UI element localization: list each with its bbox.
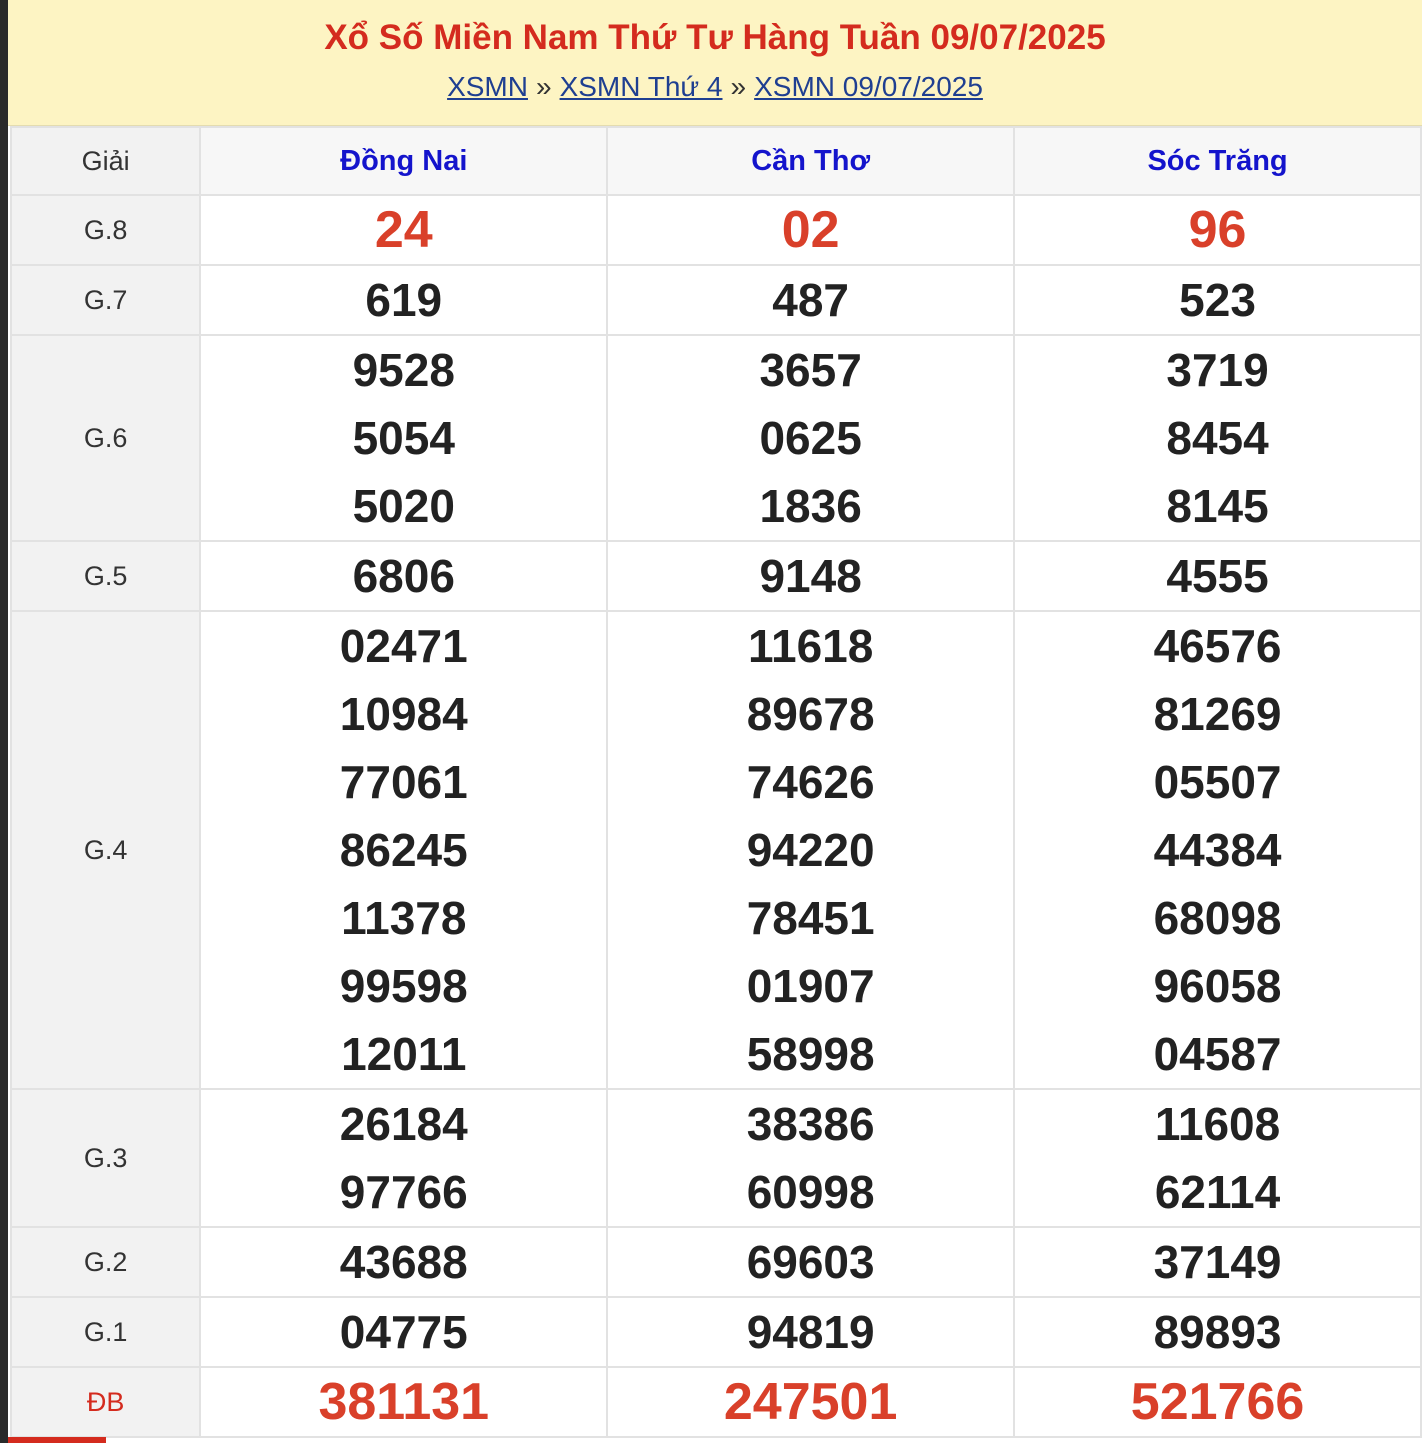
prize-number: 97766 (339, 1166, 468, 1218)
prize-cell (1014, 1089, 1421, 1227)
prize-cell (200, 335, 607, 541)
prize-number: 619 (365, 274, 443, 326)
prize-cell (200, 1297, 607, 1367)
page-title: Xổ Số Miền Nam Thứ Tư Hàng Tuần 09/07/2025 (324, 18, 1106, 57)
prize-column-header: Giải (11, 127, 200, 195)
prize-number: 12011 (341, 1028, 467, 1080)
prize-row (11, 1367, 1421, 1437)
breadcrumb-xsmn-link[interactable]: XSMN (447, 71, 528, 102)
prize-number: 04775 (339, 1306, 468, 1358)
prize-number: 04587 (1153, 1028, 1282, 1080)
prize-cell (607, 1227, 1014, 1297)
prize-number: 8454 (1166, 412, 1269, 464)
prize-cell (200, 1367, 607, 1437)
prize-number: 81269 (1153, 688, 1282, 740)
prize-label: G.2 (11, 1227, 200, 1297)
prize-cell (607, 335, 1014, 541)
prize-cell (607, 1089, 1014, 1227)
prize-cell (607, 1367, 1014, 1437)
prize-number: 86245 (339, 824, 468, 876)
prize-cell (200, 1089, 607, 1227)
province-header-can-tho: Cần Thơ (607, 127, 1014, 195)
prize-number: 3719 (1166, 344, 1269, 396)
prize-number: 11618 (747, 620, 874, 672)
prize-cell (607, 541, 1014, 611)
prize-label: G.4 (11, 611, 200, 1089)
prize-number: 05507 (1153, 756, 1282, 808)
prize-number: 24 (374, 201, 433, 259)
prize-number: 74626 (746, 756, 875, 808)
prize-cell (200, 541, 607, 611)
prize-row (11, 611, 1421, 1089)
prize-number: 94220 (746, 824, 875, 876)
prize-number: 3657 (759, 344, 862, 396)
prize-number: 5020 (352, 480, 455, 532)
prize-cell (200, 195, 607, 265)
prize-number: 11608 (1154, 1098, 1281, 1150)
prize-cell (1014, 1297, 1421, 1367)
prize-label: G.3 (11, 1089, 200, 1227)
results-panel (8, 0, 1422, 1443)
prize-number: 247501 (723, 1373, 898, 1431)
prize-number: 77061 (339, 756, 468, 808)
prize-number: 43688 (339, 1236, 468, 1288)
prize-cell (607, 1297, 1014, 1367)
prize-number: 38386 (746, 1098, 875, 1150)
prize-cell (607, 265, 1014, 335)
prize-number: 01907 (746, 960, 875, 1012)
prize-cell (1014, 611, 1421, 1089)
prize-cell (1014, 265, 1421, 335)
prize-number: 10984 (339, 688, 468, 740)
prize-row (11, 195, 1421, 265)
prize-number: 523 (1179, 274, 1256, 326)
prize-number: 6806 (352, 550, 455, 602)
prize-row (11, 1297, 1421, 1367)
breadcrumb (8, 70, 1422, 104)
prize-cell (200, 1227, 607, 1297)
prize-number: 37149 (1153, 1236, 1282, 1288)
prize-number: 99598 (339, 960, 468, 1012)
prize-row (11, 265, 1421, 335)
prize-number: 94819 (746, 1306, 875, 1358)
prize-row (11, 335, 1421, 541)
prize-cell (200, 611, 607, 1089)
prize-number: 5054 (352, 412, 455, 464)
prize-cell (1014, 195, 1421, 265)
prize-label: ĐB (11, 1367, 200, 1437)
breadcrumb-separator: » (730, 71, 747, 102)
prize-number: 26184 (339, 1098, 468, 1150)
prize-cell (1014, 1227, 1421, 1297)
table-header-row (11, 127, 1421, 195)
prize-number: 11378 (341, 892, 467, 944)
prize-number: 69603 (746, 1236, 875, 1288)
prize-number: 89893 (1153, 1306, 1282, 1358)
prize-number: 68098 (1153, 892, 1282, 944)
breadcrumb-separator: » (535, 71, 552, 102)
prize-number: 8145 (1166, 480, 1269, 532)
prize-label: G.5 (11, 541, 200, 611)
province-header-soc-trang: Sóc Trăng (1014, 127, 1421, 195)
prize-number: 60998 (746, 1166, 875, 1218)
bottom-accent-bar (8, 1437, 106, 1443)
results-header (8, 0, 1422, 126)
prize-number: 9148 (759, 550, 862, 602)
prize-cell (607, 195, 1014, 265)
breadcrumb-xsmn-thu4-link[interactable]: XSMN Thứ 4 (559, 71, 723, 102)
prize-number: 46576 (1153, 620, 1282, 672)
prize-cell (1014, 541, 1421, 611)
prize-number: 89678 (746, 688, 875, 740)
prize-number: 9528 (352, 344, 455, 396)
prize-number: 44384 (1153, 824, 1282, 876)
prize-number: 62114 (1154, 1166, 1281, 1218)
prize-cell (200, 265, 607, 335)
prize-label: G.6 (11, 335, 200, 541)
prize-number: 1836 (759, 480, 862, 532)
prize-label: G.1 (11, 1297, 200, 1367)
prize-row (11, 1227, 1421, 1297)
prize-number: 487 (772, 274, 850, 326)
prize-cell (607, 611, 1014, 1089)
prize-number: 4555 (1166, 550, 1269, 602)
breadcrumb-xsmn-date-link[interactable]: XSMN 09/07/2025 (754, 71, 983, 102)
prize-cell (1014, 1367, 1421, 1437)
prize-number: 96 (1188, 201, 1247, 259)
prize-number: 0625 (759, 412, 862, 464)
prize-number: 381131 (318, 1373, 490, 1431)
prize-cell (1014, 335, 1421, 541)
results-body (11, 195, 1421, 1437)
prize-number: 02 (781, 201, 840, 259)
prize-label: G.8 (11, 195, 200, 265)
prize-number: 78451 (746, 892, 875, 944)
prize-number: 521766 (1130, 1373, 1305, 1431)
prize-row (11, 541, 1421, 611)
prize-number: 96058 (1153, 960, 1282, 1012)
lottery-results-table (10, 126, 1422, 1438)
prize-number: 02471 (339, 620, 468, 672)
prize-number: 58998 (746, 1028, 875, 1080)
prize-row (11, 1089, 1421, 1227)
prize-label: G.7 (11, 265, 200, 335)
province-header-dong-nai: Đồng Nai (200, 127, 607, 195)
